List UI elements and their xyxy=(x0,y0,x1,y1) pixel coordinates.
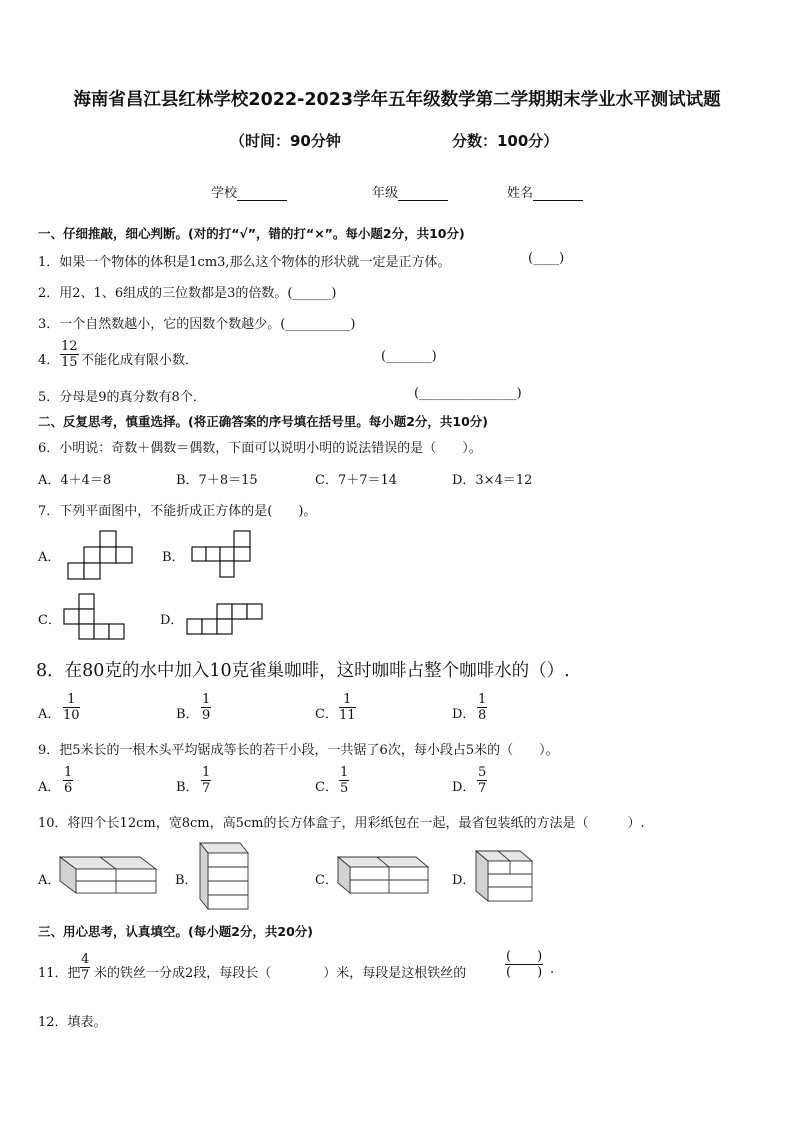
fraction-denominator: 15 xyxy=(61,355,78,370)
fraction-numerator: 1 xyxy=(63,692,80,708)
question-10: 10．将四个长12cm，宽8cm，高5cm的长方体盒子，用彩纸包在一起，最省包装纸的方法是（ ）. xyxy=(38,816,645,831)
q8-label-d[interactable]: D． xyxy=(452,707,476,722)
q10-label-a[interactable]: A． xyxy=(38,873,61,888)
fraction-denominator: 7 xyxy=(478,781,487,796)
fraction-numerator: 4 xyxy=(81,952,90,967)
q8-fraction-d[interactable] xyxy=(477,692,487,723)
q10-label-d[interactable]: D． xyxy=(452,873,476,888)
answer-blank-5[interactable]: (_______________) xyxy=(414,386,522,401)
school-label: 学校 xyxy=(211,186,238,201)
q6-option-a[interactable]: A．4＋4＝8 xyxy=(38,473,112,488)
fraction-numerator: 1 xyxy=(64,765,73,780)
q9-label-b[interactable]: B． xyxy=(176,780,199,795)
question-4: 不能化成有限小数． xyxy=(81,353,199,368)
q10-box-d[interactable] xyxy=(0,0,1,1)
fraction-denominator[interactable]: ( ) xyxy=(506,965,543,980)
time-info: （时间：90分钟 xyxy=(230,132,341,150)
fraction-numerator[interactable]: ( ) xyxy=(506,949,543,964)
q8-label-a[interactable]: A． xyxy=(38,707,61,722)
question-11: 米的铁丝一分成2段，每段长（ ）米，每段是这根铁丝的 xyxy=(94,966,467,981)
question-12: 12．填表。 xyxy=(38,1015,107,1030)
grade-label: 年级 xyxy=(372,186,399,201)
fraction-denominator: 11 xyxy=(339,708,356,723)
question-3: 3．一个自然数越小，它的因数个数越少。(__________) xyxy=(38,317,356,332)
q9-fraction-d[interactable] xyxy=(477,765,487,796)
school-field xyxy=(211,182,287,201)
q6-option-c[interactable]: C．7＋7＝14 xyxy=(315,473,398,488)
fraction-numerator: 1 xyxy=(202,692,211,707)
q9-label-c[interactable]: C． xyxy=(315,780,338,795)
question-8: 8．在80克的水中加入10克雀巢咖啡，这时咖啡占整个咖啡水的（）. xyxy=(36,661,570,681)
fraction-numerator: 1 xyxy=(340,765,349,780)
name-label: 姓名 xyxy=(507,186,534,201)
fraction-denominator: 9 xyxy=(202,708,211,723)
question-7: 7．下列平面图中，不能折成正方体的是( )。 xyxy=(38,504,317,519)
question-11-prefix: 11．把 xyxy=(38,966,81,981)
question-9: 9．把5米长的一根木头平均锯成等长的若干小段，一共锯了6次，每小段占5米的（ ）。 xyxy=(38,743,559,758)
question-4-fraction xyxy=(60,339,79,370)
fraction-numerator: 1 xyxy=(478,692,487,707)
fraction-denominator: 7 xyxy=(202,781,211,796)
name-field xyxy=(507,182,583,201)
q8-label-c[interactable]: C． xyxy=(315,707,338,722)
score-info: 分数：100分） xyxy=(452,132,559,150)
q7-label-a[interactable]: A． xyxy=(38,550,61,565)
fraction-denominator: 5 xyxy=(340,781,349,796)
q9-fraction-c[interactable] xyxy=(339,765,349,796)
question-4-prefix: 4． xyxy=(38,353,60,368)
q9-label-d[interactable]: D． xyxy=(452,780,476,795)
q6-option-d[interactable]: D．3×4＝12 xyxy=(452,473,533,488)
section1-heading: 一、仔细推敲，细心判断。(对的打“√”，错的打“×”。每小题2分，共10分) xyxy=(38,226,465,241)
fraction-numerator: 1 xyxy=(202,765,211,780)
q10-label-c[interactable]: C． xyxy=(315,873,338,888)
question-11-answer-fraction[interactable] xyxy=(505,949,543,980)
question-11-end: . xyxy=(550,962,555,977)
question-5: 5．分母是9的真分数有8个． xyxy=(38,390,206,405)
fraction-denominator: 10 xyxy=(63,708,80,723)
q7-label-d[interactable]: D． xyxy=(160,613,184,628)
answer-blank-1[interactable]: (____) xyxy=(528,251,565,266)
answer-blank-4[interactable]: (_______) xyxy=(381,349,437,364)
fraction-denominator: 6 xyxy=(64,781,73,796)
q8-fraction-c[interactable] xyxy=(339,692,356,723)
question-6: 6．小明说：奇数＋偶数＝偶数，下面可以说明小明的说法错误的是（ ）。 xyxy=(38,441,482,456)
question-11-fraction xyxy=(80,952,90,983)
section3-heading: 三、用心思考，认真填空。(每小题2分，共20分) xyxy=(38,924,314,939)
q6-option-b[interactable]: B．7＋8＝15 xyxy=(176,473,258,488)
fraction-numerator: 12 xyxy=(61,339,78,354)
q9-fraction-a[interactable] xyxy=(63,765,73,796)
q10-label-b[interactable]: B． xyxy=(175,873,198,888)
q7-label-b[interactable]: B． xyxy=(162,550,185,565)
grade-field xyxy=(372,182,448,201)
q7-label-c[interactable]: C． xyxy=(38,613,61,628)
question-2: 2．用2、1、6组成的三位数都是3的倍数。(______) xyxy=(38,286,337,301)
grade-blank[interactable] xyxy=(398,187,448,201)
q8-fraction-a[interactable] xyxy=(63,692,80,723)
fraction-numerator: 1 xyxy=(339,692,356,708)
fraction-denominator: 8 xyxy=(478,708,487,723)
q8-fraction-b[interactable] xyxy=(201,692,211,723)
fraction-numerator: 5 xyxy=(478,765,487,780)
school-blank[interactable] xyxy=(237,187,287,201)
section2-heading: 二、反复思考，慎重选择。(将正确答案的序号填在括号里。每小题2分，共10分) xyxy=(38,414,489,429)
fraction-denominator: 7 xyxy=(81,968,90,983)
q9-fraction-b[interactable] xyxy=(201,765,211,796)
name-blank[interactable] xyxy=(533,187,583,201)
question-1: 1．如果一个物体的体积是1cm3,那么这个物体的形状就一定是正方体。 xyxy=(38,255,451,270)
page-title: 海南省昌江县红林学校2022-2023学年五年级数学第二学期期末学业水平测试试题 xyxy=(73,90,721,110)
q8-label-b[interactable]: B． xyxy=(176,707,199,722)
q9-label-a[interactable]: A． xyxy=(38,780,61,795)
